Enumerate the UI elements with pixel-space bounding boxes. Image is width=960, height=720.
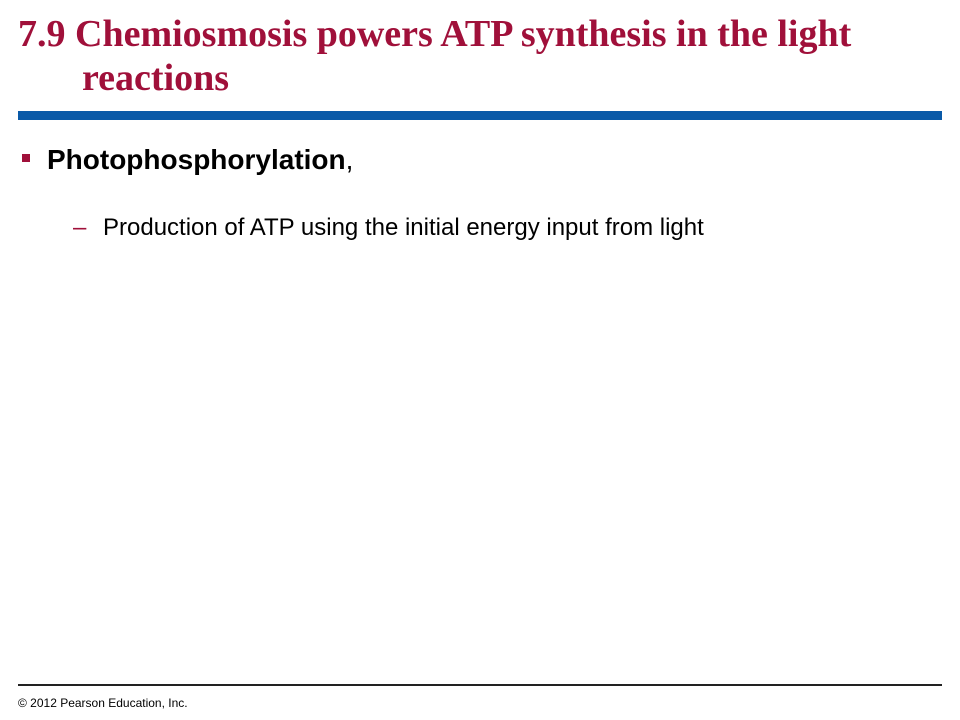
square-bullet-icon	[22, 154, 30, 162]
bullet-text	[47, 142, 353, 178]
footer-divider	[18, 684, 942, 686]
bullet-suffix: ,	[345, 144, 354, 175]
sub-bullet-item	[73, 211, 863, 245]
title-divider	[18, 111, 942, 120]
slide-title: 7.9 Chemiosmosis powers ATP synthesis in the light reactions	[18, 13, 852, 99]
sub-bullet-text: Production of ATP using the initial energy input from light	[103, 214, 704, 241]
bullet-term: Photophosphorylation	[47, 144, 346, 175]
bullet-item	[22, 142, 922, 178]
dash-bullet-icon: –	[73, 214, 87, 241]
copyright-footer: © 2012 Pearson Education, Inc.	[18, 696, 188, 710]
